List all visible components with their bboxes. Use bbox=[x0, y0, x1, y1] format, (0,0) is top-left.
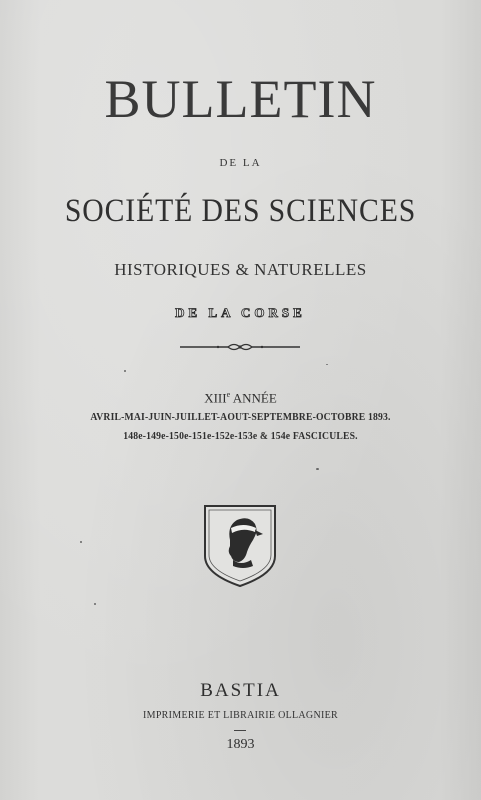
bulletin-title: BULLETIN bbox=[104, 69, 377, 129]
moor-head-shield-icon bbox=[203, 504, 277, 588]
publication-year: 1893 bbox=[226, 737, 255, 752]
paper-speck bbox=[316, 468, 319, 470]
paper-speck bbox=[80, 541, 82, 543]
paper-speck bbox=[326, 364, 328, 365]
annee-word: ANNÉE bbox=[232, 390, 277, 406]
society-name: SOCIÉTÉ DES SCIENCES bbox=[64, 193, 417, 229]
region-name: DE LA CORSE bbox=[175, 305, 306, 320]
months-line: AVRIL-MAI-JUIN-JUILLET-AOUT-SEPTEMBRE-OCTOBRE 1893. bbox=[90, 412, 391, 423]
de-la-label: DE LA bbox=[219, 157, 262, 169]
annee-superscript: e bbox=[226, 390, 231, 399]
paper-speck bbox=[94, 603, 96, 605]
annee-number: XIII bbox=[204, 390, 227, 406]
ornamental-rule-icon bbox=[178, 341, 302, 353]
annee-line bbox=[0, 390, 481, 406]
city-name: BASTIA bbox=[200, 680, 281, 701]
society-subtitle: HISTORIQUES & NATURELLES bbox=[114, 260, 367, 279]
printer-name: IMPRIMERIE ET LIBRAIRIE OLLAGNIER bbox=[143, 710, 338, 721]
separator-dash bbox=[234, 730, 246, 731]
fascicules-line: 148e-149e-150e-151e-152e-153e & 154e FASCICULES. bbox=[123, 431, 358, 442]
paper-speck bbox=[124, 370, 126, 372]
